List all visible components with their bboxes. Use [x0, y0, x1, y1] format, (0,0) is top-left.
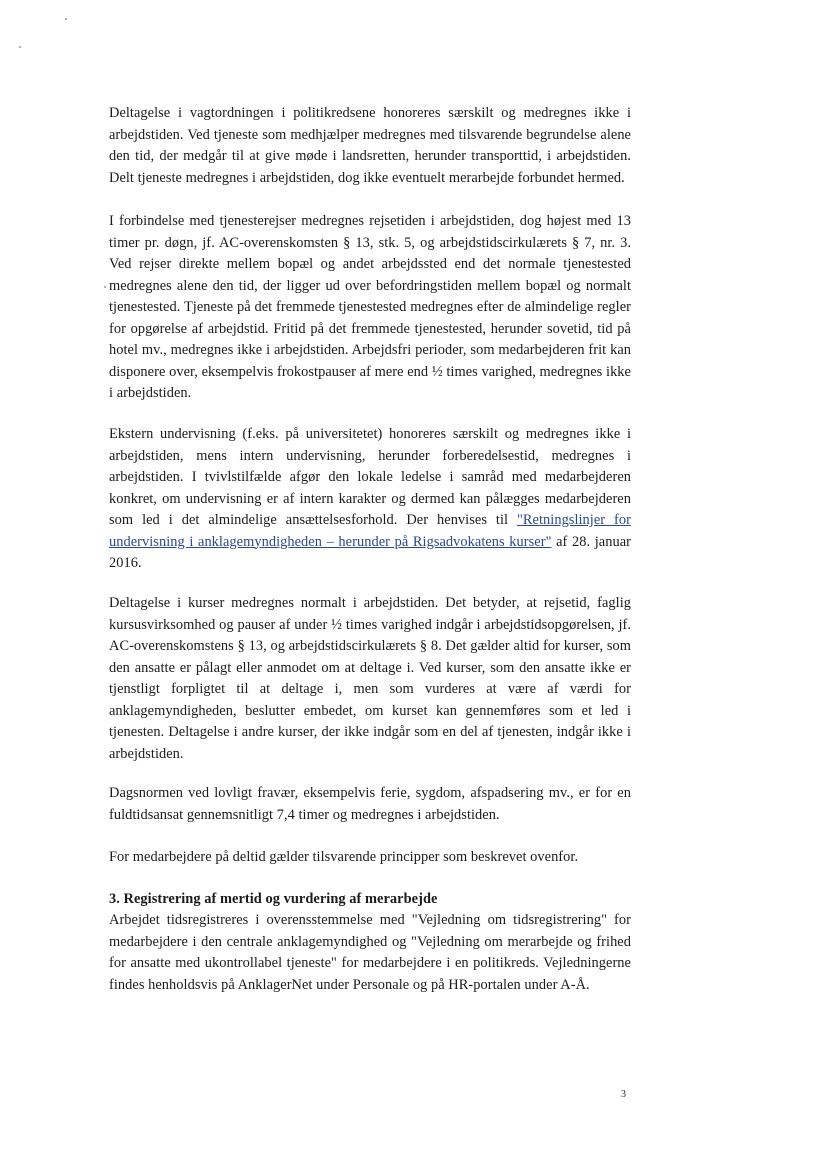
paragraph-text: For medarbejdere på deltid gælder tilsvarende principper som beskrevet ovenfor. — [109, 849, 579, 865]
paragraph-text: af 28. januar 2016. — [109, 533, 631, 571]
scan-speck — [19, 46, 21, 48]
paragraph-registrering — [109, 910, 631, 996]
section-heading: 3. Registrering af mertid og vurdering af merarbejde — [109, 891, 438, 907]
paragraph-tjenesterejser — [109, 211, 631, 405]
paragraph-kurser — [109, 593, 631, 765]
scan-speck — [104, 286, 106, 288]
paragraph-text: Deltagelse i kurser medregnes normalt i arbejdstiden. Det betyder, at rejsetid, faglig kursusvirksomhed og pauser af under ½ times varighed indgår i arbejdstidsopgørelsen, jf. AC-overenskomstens § 13, og arbejdstidscirkulærets § 8. Det gælder altid for kurser, som den ansatte er pålagt eller anmodet om at deltage i. Ved kurser, som den ansatte ikke er tjenstligt forpligtet til at deltage i, men som vurderes at være af værdi for anklagemyndigheden, beslutter embedet, om kurset kan gennemføres som et led i tjenesten. Deltagelse i andre kurser, der ikke indgår som en del af tjenesten, indgår ikke i arbejdstiden. — [109, 595, 631, 762]
paragraph-deltid — [109, 847, 631, 869]
page-number: 3 — [621, 1089, 626, 1100]
paragraph-text: Ekstern undervisning (f.eks. på universitetet) honoreres særskilt og medregnes ikke i arbejdstiden, mens intern undervisning, herunder forberedelsestid, medregnes i arbejdstiden. I tvivlstilfælde afgør den lokale ledelse i samråd med medarbejderen konkret, om undervisning er af intern karakter og dermed kan pålægges medarbejderen som led i det almindelige ansættelsesforhold. Der henvises til — [109, 426, 631, 528]
paragraph-vagtordning — [109, 103, 631, 189]
paragraph-text: Deltagelse i vagtordningen i politikredsene honoreres særskilt og medregnes ikke i arbejdstiden. Ved tjeneste som medhjælper medregnes med tilsvarende begrundelse alene den tid, der medgår til at give møde i landsretten, herunder transporttid, i arbejdstiden. Delt tjeneste medregnes i arbejdstiden, dog ikke eventuelt merarbejde forbundet hermed. — [109, 105, 631, 186]
paragraph-text: I forbindelse med tjenesterejser medregnes rejsetiden i arbejdstiden, dog højest med 13 timer pr. døgn, jf. AC-overenskomsten § 13, stk. 5, og arbejdstidscirkulærets § 7, nr. 3. Ved rejser direkte mellem bopæl og andet arbejdssted end det normale tjenestested medregnes alene den tid, der ligger ud over befordringstiden mellem bopæl og normalt tjenestested. Tjeneste på det fremmede tjenestested medregnes efter de almindelige regler for opgørelse af arbejdstid. Fritid på det fremmede tjenestested, herunder sovetid, tid på hotel mv., medregnes ikke i arbejdstiden. Arbejdsfri perioder, som medarbejderen frit kan disponere over, eksempelvis frokostpauser af mere end ½ times varighed, medregnes ikke i arbejdstiden. — [109, 213, 631, 401]
paragraph-text: Dagsnormen ved lovligt fravær, eksempelvis ferie, sygdom, afspadsering mv., er for en fuldtidsansat gennemsnitligt 7,4 timer og medregnes i arbejdstiden. — [109, 785, 631, 823]
retningslinjer-link[interactable]: "Retningslinjer for undervisning i anklagemyndigheden – herunder på Rigsadvokatens kurser" — [109, 512, 631, 550]
paragraph-text: Arbejdet tidsregistreres i overensstemmelse med "Vejledning om tidsregistrering" for medarbejdere i den centrale anklagemyndighed og "Vejledning om merarbejde og frihed for ansatte med ukontrollabel tjeneste" for medarbejdere i en politikreds. Vejledningerne findes henholdsvis på AnklagerNet under Personale og på HR-portalen under A-Å. — [109, 912, 631, 993]
paragraph-undervisning — [109, 424, 631, 575]
paragraph-fravaer — [109, 783, 631, 826]
scan-speck — [65, 18, 67, 20]
